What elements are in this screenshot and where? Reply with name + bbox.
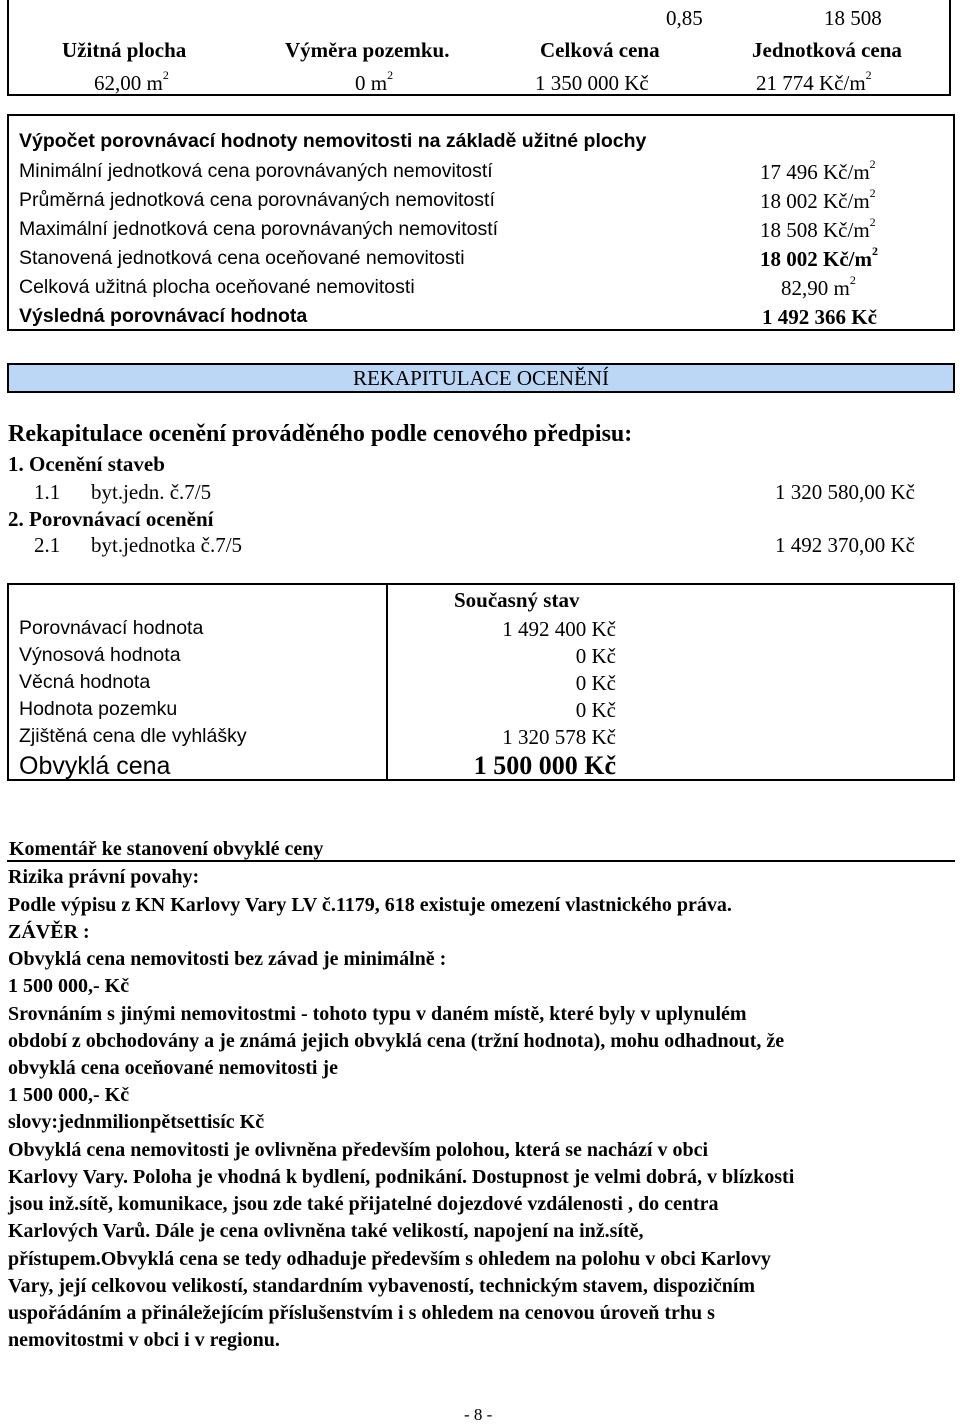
comparison-row-value: 17 496 $Kč/m^2$ — [760, 157, 876, 184]
comparison-row-label: Maximální jednotková cena porovnávaných nemovitostí — [19, 218, 499, 240]
state-row-value: 1 320 578 Kč — [502, 725, 616, 749]
comment-line: Karlovy Vary. Poloha je vhodná k bydlení, podnikání. Dostupnost je velmi dobrá, v blízkosti — [8, 1166, 795, 1188]
state-row-value: 1 492 400 Kč — [502, 617, 616, 641]
item-value: 1 320 580,00 Kč — [775, 480, 915, 504]
comment-line: slovy:jednmilionpětsettisíc Kč — [8, 1111, 265, 1133]
comment-line: 1 500 000,- Kč — [8, 975, 130, 997]
land-area-value: 0 $m^2$ — [355, 68, 394, 95]
state-row-label: Věcná hodnota — [19, 671, 151, 693]
ratio-value: 0,85 — [666, 6, 703, 30]
comparison-result-label: Výsledná porovnávací hodnota — [19, 305, 308, 327]
comment-line: nemovitostmi v obci i v regionu. — [8, 1329, 280, 1351]
comment-line: Obvyklá cena nemovitosti bez závad je minimálně : — [8, 948, 447, 970]
comment-line: Karlových Varů. Dále je cena ovlivněna také velikostí, napojení na inž.sítě, — [8, 1220, 644, 1242]
item-label: byt.jednotka č.7/5 — [91, 533, 243, 557]
comment-line: jsou inž.sítě, komunikace, jsou zde také přijatelné dojezdové vzdálenosti , do centra — [8, 1193, 719, 1215]
comment-line: Rizika právní povahy: — [8, 866, 200, 888]
market-price-value: 1 500 000 Kč — [473, 751, 616, 780]
state-row-value: 0 Kč — [575, 671, 616, 695]
comparison-row-value: 18 002 $Kč/m^2$ — [760, 186, 876, 213]
state-row-value: 0 Kč — [575, 698, 616, 722]
state-row-value: 0 Kč — [575, 644, 616, 668]
table-divider — [386, 585, 388, 779]
comparison-row-label: Průměrná jednotková cena porovnávaných nemovitostí — [19, 189, 495, 211]
rekapitulace-heading: Rekapitulace ocenění prováděného podle cenového předpisu: — [8, 421, 633, 447]
comment-line: Vary, její celkovou velikostí, standardním vybaveností, technickým stavem, dispozičním — [8, 1275, 756, 1297]
header-unit-price: Jednotková cena — [752, 38, 902, 62]
state-row-label: Porovnávací hodnota — [19, 617, 204, 639]
comment-line: Podle výpisu z KN Karlovy Vary LV č.1179, 618 existuje omezení vlastnického práva. — [8, 894, 732, 916]
total-price-value: 1 350 000 Kč — [535, 71, 649, 95]
section-comparative: 2. Porovnávací ocenění — [8, 507, 214, 531]
comparison-row-value: 82,90 $m^2$ — [781, 273, 856, 300]
comparison-row-label: Minimální jednotková cena porovnávaných nemovitostí — [19, 160, 493, 182]
comparison-row-label: Stanovená jednotková cena oceňované nemovitosti — [19, 247, 465, 269]
max-price-value: 18 508 — [824, 6, 882, 30]
item-label: byt.jedn. č.7/5 — [91, 480, 212, 504]
comment-line: uspořádáním a přináležejícím příslušenstvím i s ohledem na cenovou úroveň trhu s — [8, 1302, 715, 1324]
comment-line: Obvyklá cena nemovitosti je ovlivněna především polohou, která se nachází v obci — [8, 1139, 708, 1161]
comment-heading: Komentář ke stanovení obvyklé ceny — [9, 838, 324, 860]
state-row-label: Hodnota pozemku — [19, 698, 178, 720]
comparison-title: Výpočet porovnávací hodnoty nemovitosti na základě užitné plochy — [19, 130, 647, 152]
header-usable-area: Užitná plocha — [62, 38, 187, 62]
comment-line: přístupem.Obvyklá cena se tedy odhaduje především s ohledem na polohu v obci Karlovy — [8, 1248, 771, 1270]
usable-area-value: 62,00 $m^2$ — [94, 68, 169, 95]
comment-line: období z obchodovány a je známá jejich obvyklá cena (tržní hodnota), mohu odhadnout, že — [8, 1030, 785, 1052]
market-price-label: Obvyklá cena — [19, 752, 171, 780]
state-row-label: Zjištěná cena dle vyhlášky — [19, 725, 247, 747]
comparison-row-value: 18 002 $Kč/m^2$ — [760, 244, 878, 271]
current-state-header: Současný stav — [454, 588, 580, 612]
comparison-row-value: 18 508 $Kč/m^2$ — [760, 215, 876, 242]
comment-divider — [7, 860, 955, 862]
unit-price-value: 21 774 $Kč/m^2$ — [756, 68, 872, 95]
header-total-price: Celková cena — [540, 38, 660, 62]
comparison-result-value: 1 492 366 Kč — [762, 305, 877, 329]
comparison-row-label: Celková užitná plocha oceňované nemovitosti — [19, 276, 415, 298]
rekapitulace-banner: REKAPITULACE OCENĚNÍ — [7, 363, 955, 393]
item-number: 2.1 — [34, 533, 61, 557]
comment-line: obvyklá cena oceňované nemovitosti je — [8, 1057, 338, 1079]
state-row-label: Výnosová hodnota — [19, 644, 181, 666]
section-buildings: 1. Ocenění staveb — [8, 452, 165, 476]
comment-line: 1 500 000,- Kč — [8, 1084, 130, 1106]
header-land-area: Výměra pozemku. — [285, 38, 450, 62]
item-value: 1 492 370,00 Kč — [775, 533, 915, 557]
comment-line: Srovnáním s jinými nemovitostmi - tohoto typu v daném místě, které byly v uplynulém — [8, 1003, 747, 1025]
page-number: - 8 - — [464, 1405, 493, 1424]
item-number: 1.1 — [34, 480, 61, 504]
comment-line: ZÁVĚR : — [8, 921, 90, 943]
